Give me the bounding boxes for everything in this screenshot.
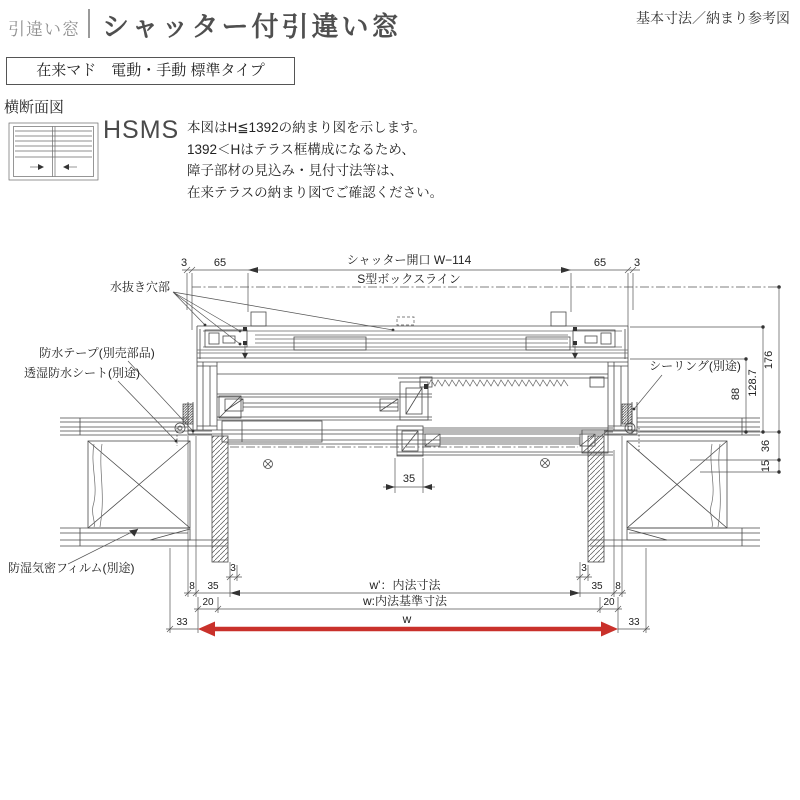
- dim-128-7: 128.7: [747, 369, 759, 397]
- dim-176: 176: [763, 350, 775, 370]
- waterproof-tape-label: 防水テープ(別売部品): [39, 346, 155, 360]
- w-base-label: w:内法基準寸法: [362, 594, 448, 608]
- page-title: シャッター付引違い窓: [102, 12, 402, 42]
- shutter-box: [197, 312, 628, 362]
- note-line: 本図はH≦1392の納まり図を示します。: [187, 120, 427, 135]
- box-line-label: S型ボックスライン: [357, 272, 461, 286]
- sealing-label: シーリング(別途): [649, 359, 741, 373]
- left-wall-post: [60, 418, 228, 546]
- meeting-stile-inner: [400, 382, 428, 420]
- dim-36: 36: [760, 439, 772, 453]
- screen-mesh: [420, 377, 604, 387]
- dim-b33-left: 33: [176, 617, 188, 628]
- dim-top-65-left: 65: [213, 257, 227, 269]
- dim-b35-left: 35: [207, 581, 219, 592]
- shutter-guide-right: [572, 327, 615, 359]
- corner-note: 基本寸法／納まり参考図: [636, 10, 790, 26]
- w-label: w: [402, 612, 412, 626]
- shutter-opening-label: シャッター開口 W−114: [346, 253, 472, 267]
- dim-top-3-left: 3: [180, 257, 188, 269]
- waterproof-sheet-label: 透湿防水シート(別途): [24, 366, 140, 380]
- sealant-left: [183, 404, 193, 424]
- dim-top-65-right: 65: [593, 257, 607, 269]
- dim-b35-right: 35: [591, 581, 603, 592]
- bottom-dimensions: [166, 436, 650, 633]
- dim-88: 88: [730, 387, 742, 401]
- top-dimensions: [181, 253, 640, 330]
- type-label-box: 在来マド 電動・手動 標準タイプ: [6, 57, 295, 85]
- right-dimensions: [630, 287, 781, 474]
- mid-dimension: [383, 458, 435, 493]
- dim-top-3-right: 3: [633, 257, 641, 269]
- box-line-annotation: [192, 271, 781, 289]
- section-view-label: 横断面図: [4, 99, 65, 116]
- moisture-film-label: 防湿気密フィルム(別途): [8, 561, 135, 575]
- dim-b8-right: 8: [615, 581, 621, 592]
- dim-b20-left: 20: [202, 597, 214, 608]
- dim-bottom-3-right: 3: [581, 563, 587, 574]
- inner-sash: [217, 382, 432, 420]
- dim-mid-35: 35: [402, 473, 416, 485]
- dim-b20-right: 20: [603, 597, 615, 608]
- right-wall-post: [590, 418, 760, 546]
- screw-symbol: [541, 459, 550, 468]
- screw-symbol: [264, 460, 273, 469]
- product-code: HSMS: [103, 116, 180, 144]
- drain-hole-label: 水抜き穴部: [109, 280, 171, 294]
- dim-15: 15: [760, 459, 772, 473]
- window-category-label: 引違い窓: [8, 20, 80, 39]
- note-line: 在来テラスの納まり図でご確認ください。: [187, 184, 444, 200]
- shutter-guide-left: [205, 327, 248, 359]
- note-line: 1392＜Hはテラス框構成になるため、: [187, 141, 415, 157]
- meeting-stile-outer: [397, 426, 423, 456]
- note-line: 障子部材の見込み・見付寸法等は、: [187, 163, 403, 178]
- outer-sash: [397, 426, 613, 456]
- sealant-right: [622, 404, 632, 424]
- dim-bottom-3-left: 3: [230, 563, 236, 574]
- w-inner-label: w'：内法寸法: [369, 578, 441, 592]
- callouts: [8, 345, 741, 575]
- dim-b8-left: 8: [189, 581, 195, 592]
- dim-b33-right: 33: [628, 617, 640, 628]
